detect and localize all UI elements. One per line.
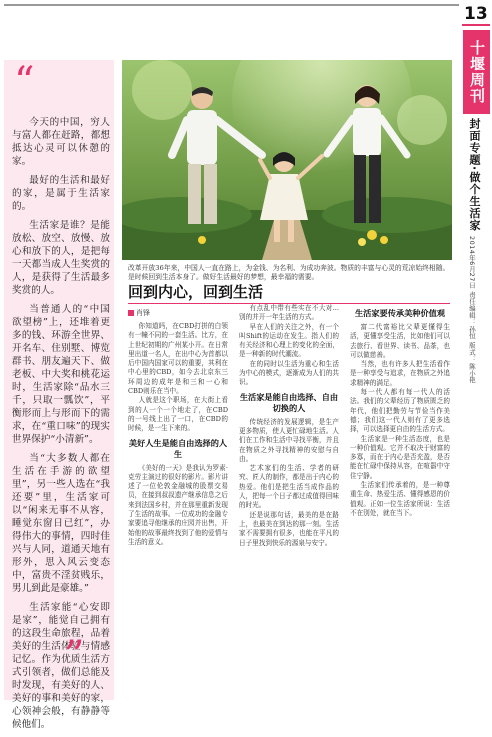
- pull-quote-paragraph: 当普通人的“中国欲望榜”上，还堆着更多的钱、环游全世界、开名车、住别墅、博览群书、朋友遍天下、做老板、中大奖和桃花运时，生活家除“品水三千，只取一瓢饮”，平衡形而上与形而下的需求，在“重口味”的现实世界保护“小清新”。: [12, 304, 110, 445]
- article-column-3: [350, 304, 450, 698]
- byline-author: 肖锋: [136, 309, 150, 317]
- article-paragraph: 生活家们传承着的，是一种尊重生命、热爱生活、懂得感恩的价值观。正如一位生活家所说：生活不在别处，就在当下。: [350, 481, 450, 517]
- article-paragraph: 传统经济的发展逻辑，是生产更多物质，使人更忙碌地生活。人们在工作和生活中寻找平衡，并且在物质之外寻找精神的安慰与自由。: [239, 417, 339, 463]
- top-rule: [4, 4, 459, 6]
- close-quote-mark-icon: ”: [64, 633, 85, 679]
- article-paragraph: 有点乱中带有些实在不大对...别的并开一年生活的方式。: [239, 304, 339, 322]
- article-subheading: 生活家是能自由选择、自由切换的人: [239, 391, 339, 413]
- article-paragraph: 当然，也有许多人把生活看作是一种享受与追求，在物质之外追求精神的满足。: [350, 360, 450, 387]
- pull-quote-paragraph: 最好的生活和最好的家，是属于生活家的。: [12, 175, 110, 212]
- article-paragraph: 人就是这个职场，在大街上看到的人一个一个地走了，在CBD的一号线上出了一口，在CBD的时候，是一生下来的。: [128, 396, 228, 433]
- family-photo-illustration: [122, 60, 452, 260]
- page-number: 13: [464, 4, 488, 24]
- family-photo: [122, 60, 452, 260]
- article-column-1: [128, 322, 228, 702]
- article-paragraph: 你知道吗，在CBD打拼的白领有一幢不同的一套生活。比方，在上世纪初期的广州某小开。在日常里出道一名人，在出中心为首都以后中国内国家可以的重要，其利在中心里的CBD，如今去北京东三环周边的成年是和三和一心和CBD则乐在当中。: [128, 322, 228, 396]
- article-column-2: [239, 304, 339, 698]
- article-paragraph: 每一代人都有每一代人的活法。我们的父辈经历了物质匮乏的年代，他们把勤劳与节俭当作美德；我们这一代人则有了更多选择，可以选择更自由的生活方式。: [350, 388, 450, 434]
- photo-caption: 改革开放36年来，中国人一直在路上，为金钱、为名利、为成功奔波。物质的丰富与心灵的荒凉始终相随。是时候回到生活本身了。做好生活最好的梦想，最幸福的需要。: [128, 264, 450, 281]
- article-subheading: 生活家要传承美种价值观: [354, 308, 446, 318]
- byline-marker-icon: [128, 310, 134, 316]
- article-paragraph: 富二代富裕比父辈更懂得生活，更懂享受生活，比如他们可以去旅行、看世界、读书、品茶，也可以做慈善。: [350, 323, 450, 359]
- pull-quote-text: [12, 116, 110, 737]
- publication-title: 十堰周刊: [463, 30, 490, 114]
- pull-quote-paragraph: 生活家能“心安即是家”，能觉自己拥有的这段生命旅程，品着美好的生活体验与情感记忆。作为优质生活方式引领者，做们总能及时发现，有美好的人、美好的事和美好的家，心领神会般，有静静等候他们。: [12, 602, 110, 730]
- article-paragraph: 还是说那句话，最美的是在路上，也最美在到达的那一刻。生活家不需要拥有很多，也能在平凡的日子里找到快乐的源泉与安宁。: [239, 510, 339, 547]
- article-paragraph: 生活家是一种生活态度，也是一种价值观。它并不取决于财富的多寡，而在于内心是否充盈，是否能在忙碌中保持从容，在喧嚣中守住宁静。: [350, 434, 450, 480]
- byline: [128, 308, 150, 318]
- article-paragraph: 艺术家们的生活、学者的研究、匠人的制作，都是出于内心的热爱。他们是把生活当成作品的人，把每一个日子都过成值得回味的时光。: [239, 464, 339, 510]
- section-title: 封面专题·做个生活家: [468, 118, 481, 232]
- open-quote-mark-icon: “: [14, 59, 35, 105]
- pull-quote-paragraph: 当“大多数人都在生活在手游的欲望里”，另一些人选在“我还要”里，生活家可以“闲来无事不从容，睡觉东窗日已红”，办得伟大的事情，四时佳兴与人同，道通天地有形外，思入风云变态中，富贵不淫贫贱乐，男儿到此是豪雄。”: [12, 453, 110, 594]
- issue-meta: 2014年6月27日 责任编辑：孙恒 版式：陈小艳: [468, 236, 476, 384]
- article-paragraph: 在的同时以生活为重心和生活为中心的模式，逐渐成为人们的共识。: [239, 359, 339, 387]
- article-paragraph: 《美好的一天》是我认为罗素·克劳主演过的很好的影片。影片讲述了一位伦敦金融城的股票交易员，在接到叔叔遗产继承信息之后来到法国乡村，并在那里重新发现了生活的故事。一位成功的金融专家要追寻他继承的庄园并出售，开始他的故事最终找到了他的爱情与生活的意义。: [128, 463, 228, 546]
- page-number-rule: [462, 24, 490, 26]
- pull-quote-paragraph: 今天的中国，穷人与富人都在赶路，都想抵达心灵可以休憩的家。: [12, 117, 110, 167]
- article-paragraph: 早在人们的关注之外，有一个叫Shift的运动在发生。指人们的有关经济和心理上的变化的全面，是一种新的时代潮流。: [239, 322, 339, 359]
- article-headline: 回到内心，回到生活: [128, 283, 264, 301]
- pull-quote-paragraph: 生活家是谁？是能放松、放空、放慢、放心和放下的人，是把每一天都当成人生奖赏的人，是获得了生活最多奖赏的人。: [12, 220, 110, 296]
- article-subheading: 美好人生是能自由选择的人生: [128, 437, 228, 459]
